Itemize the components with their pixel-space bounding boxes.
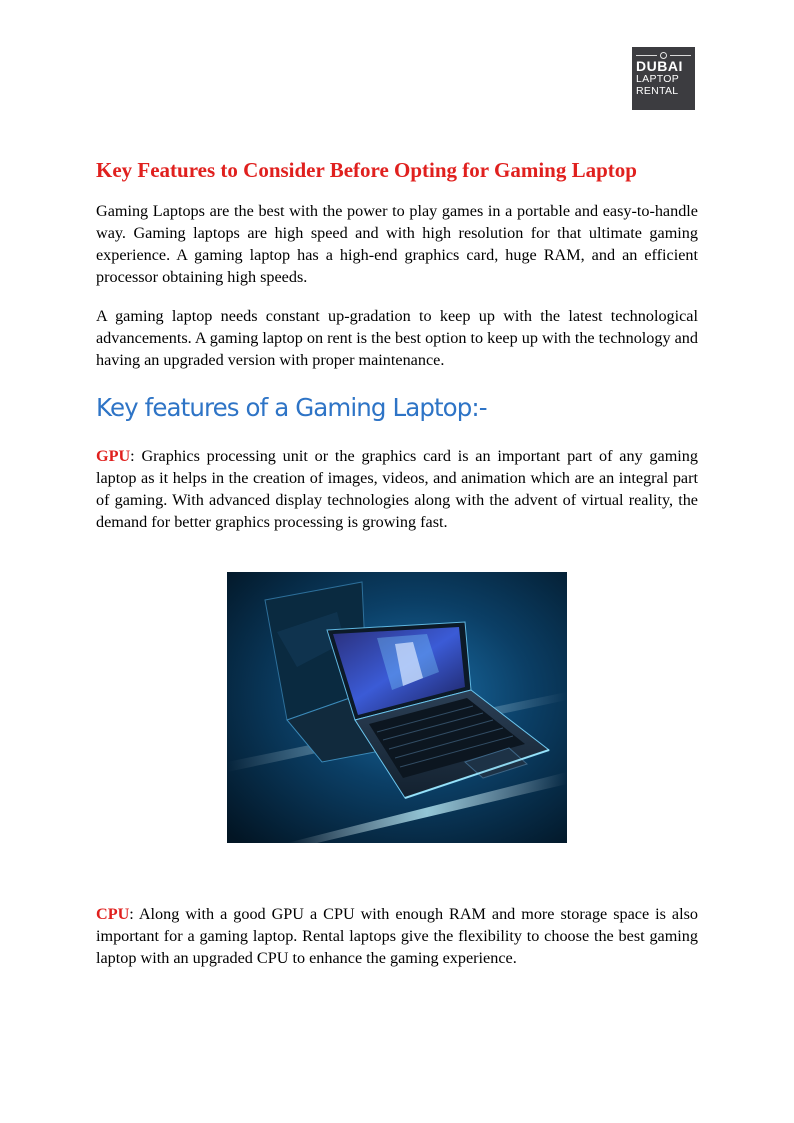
main-heading: Key Features to Consider Before Opting for Gaming Laptop [96, 158, 637, 182]
cpu-paragraph [96, 903, 698, 969]
upgrade-paragraph: A gaming laptop needs constant up-gradation to keep up with the latest technological advancements. A gaming laptop on rent is the best option to keep up with the technology and having an upgraded version with proper maintenance. [96, 307, 698, 369]
cpu-text: : Along with a good GPU a CPU with enough RAM and more storage space is also important for a gaming laptop. Rental laptops give the flexibility to choose the best gaming laptop with an upgraded CPU to enhance the gaming experience. [96, 905, 698, 967]
gpu-term: GPU [96, 447, 131, 465]
logo-line-1: DUBAI [636, 58, 683, 74]
features-heading: Key features of a Gaming Laptop:- [96, 393, 487, 422]
gaming-laptop-photo [227, 572, 567, 843]
logo-line-3: RENTAL [636, 85, 679, 97]
dubai-laptop-rental-logo [632, 47, 695, 110]
logo-line-2: LAPTOP [636, 73, 680, 85]
cpu-term: CPU [96, 905, 130, 923]
gpu-paragraph [96, 445, 698, 533]
intro-paragraph: Gaming Laptops are the best with the power to play games in a portable and easy-to-handle way. Gaming laptops are high speed and with high resolution for that ultimate gaming experience. A gaming laptop has a high-end graphics card, huge RAM, and an efficient processor obtaining high speeds. [96, 202, 698, 286]
gpu-text: : Graphics processing unit or the graphics card is an important part of any gaming laptop as it helps in the creation of images, videos, and animation which are an integral part of gaming. With advanced display technologies along with the advent of virtual reality, the demand for better graphics processing is growing fast. [96, 447, 698, 531]
